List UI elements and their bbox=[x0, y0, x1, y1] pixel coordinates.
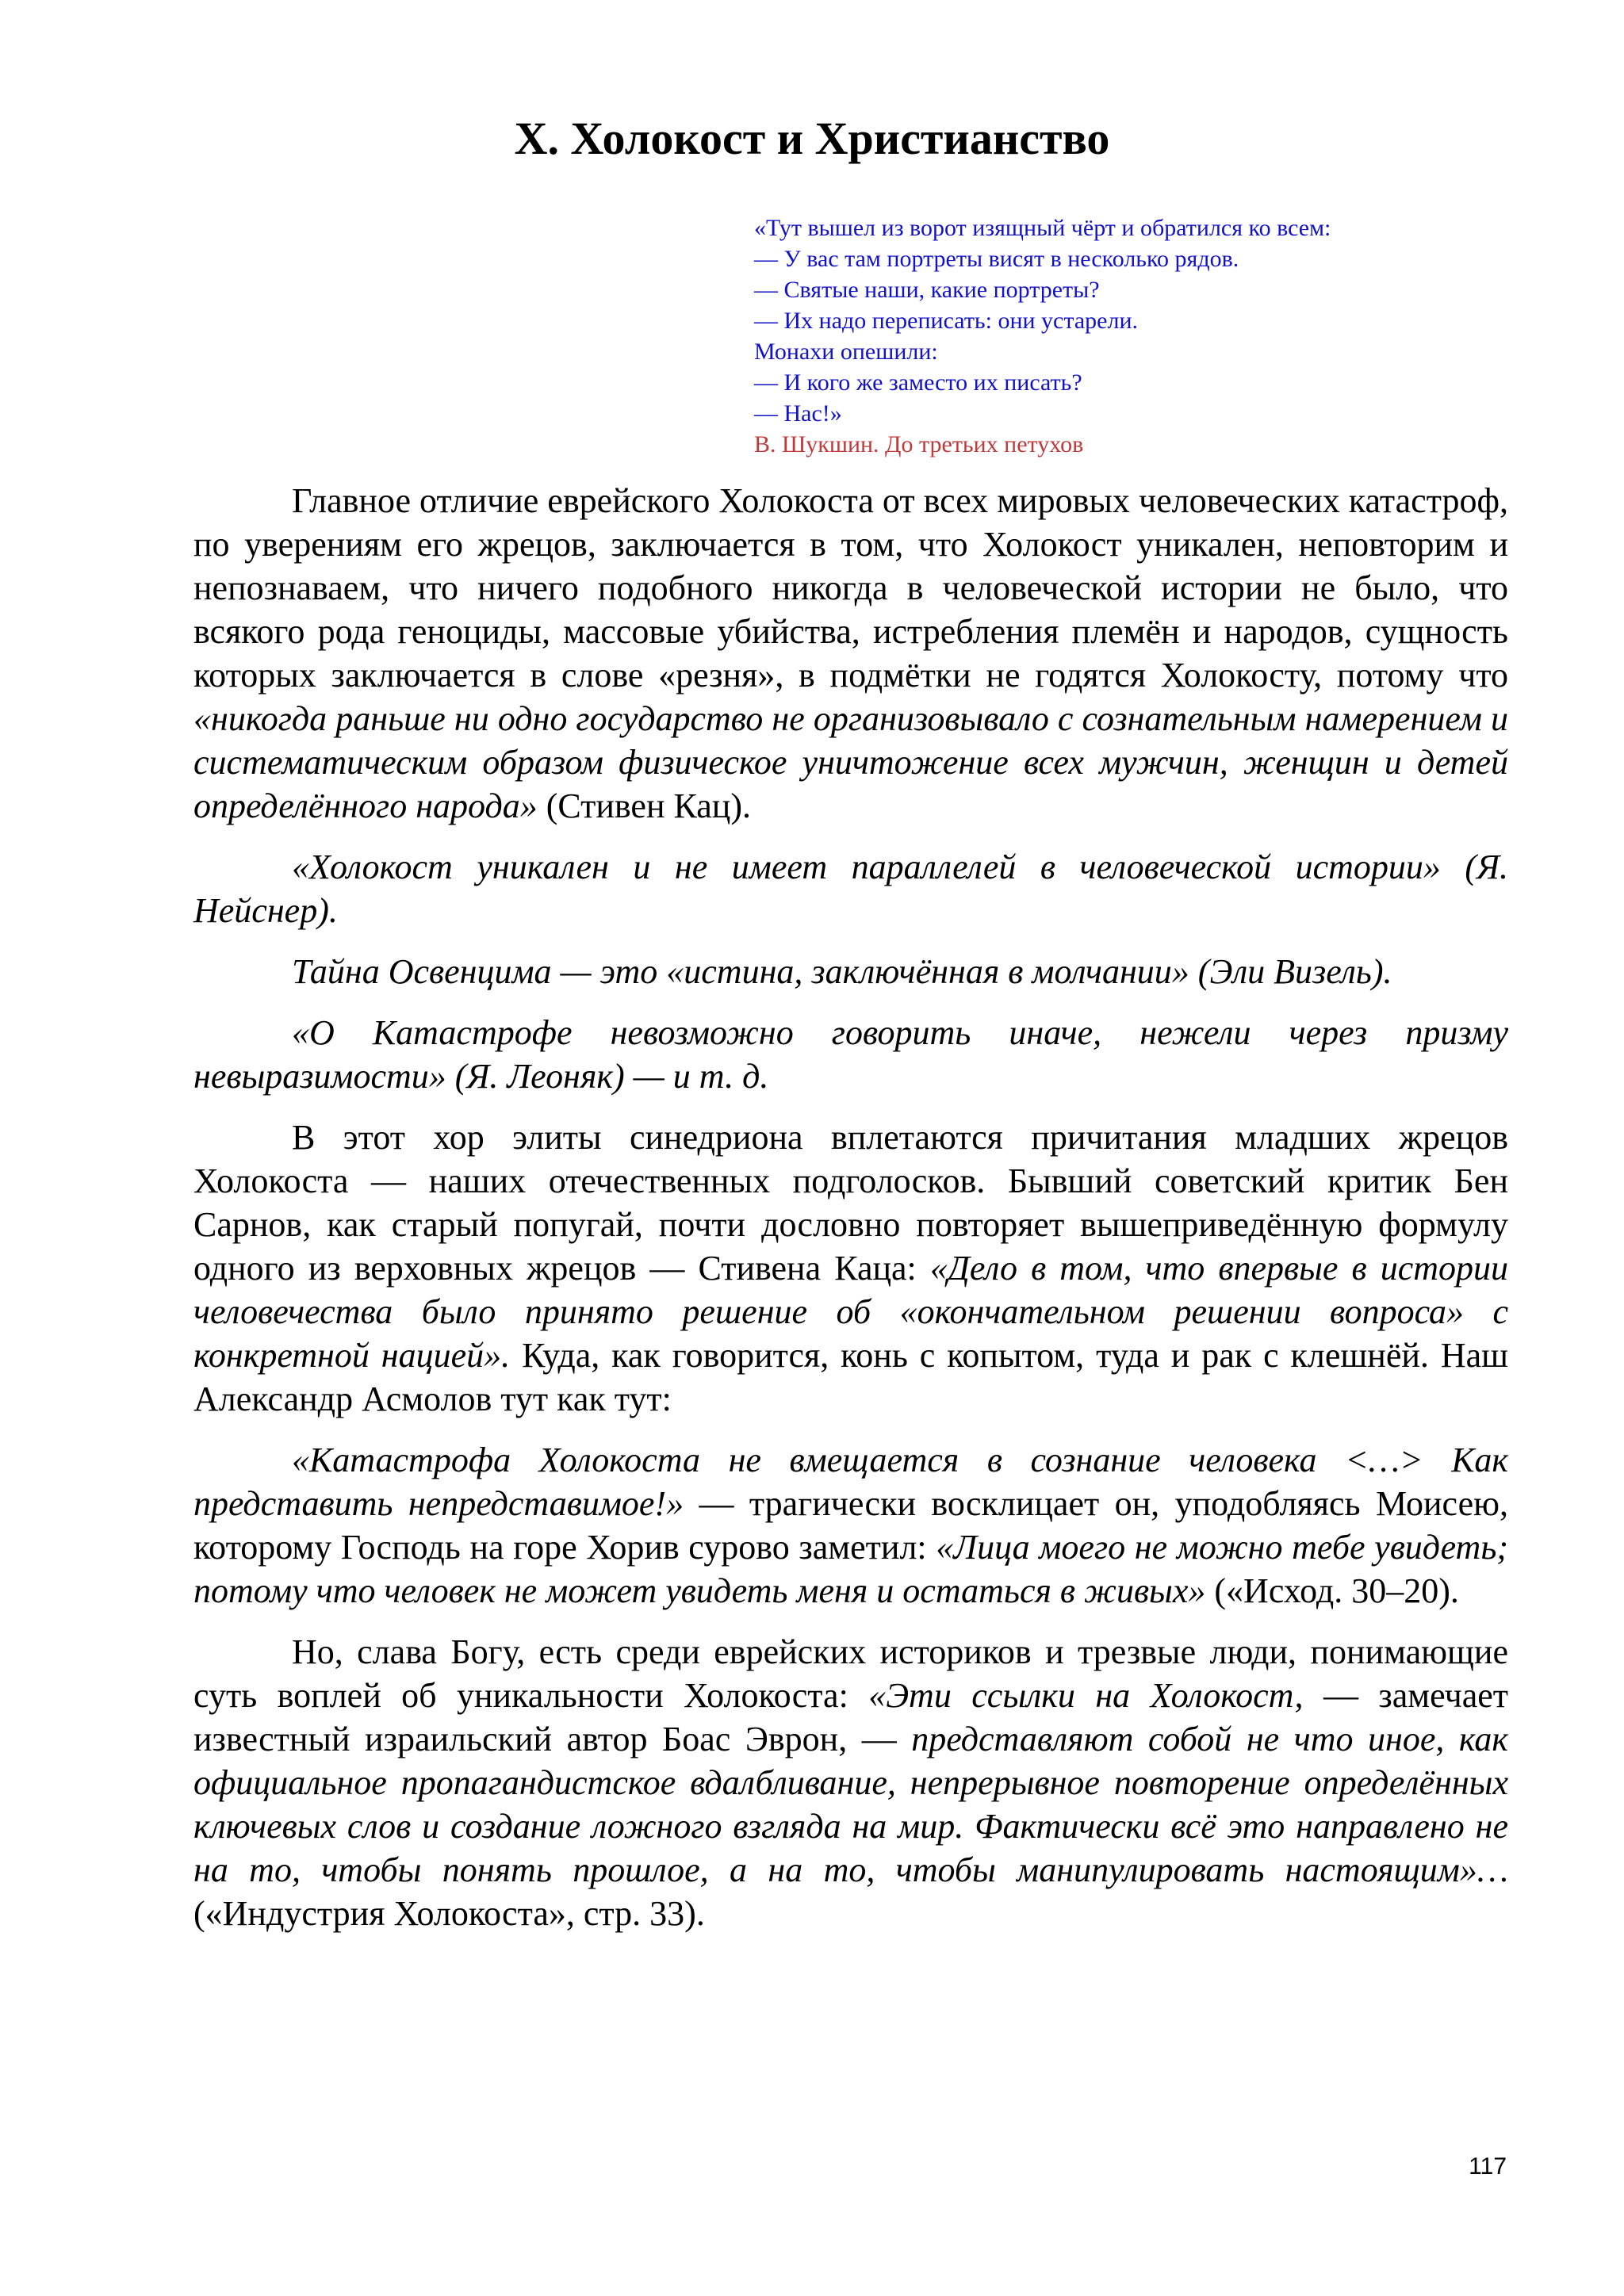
quote-run: Тайна Освенцима — это «истина, заключённая в молчании» (Эли Визель). bbox=[292, 952, 1392, 991]
quote-run: «никогда раньше ни одно государство не организовывало с сознательным намерением и систематическим образом физическое уничтожение всех мужчин, женщин и детей определённого народа» bbox=[193, 699, 1508, 825]
quote-run: «Катастрофа Холокоста не вмещается в сознание человека <…> Как представить непредставимое!» bbox=[193, 1441, 1508, 1523]
epigraph-line: — Нас!» bbox=[754, 400, 842, 427]
chapter-title: X. Холокост и Христианство bbox=[514, 113, 1110, 164]
text-run: («Исход. 30–20). bbox=[1205, 1571, 1459, 1610]
text-run: («Индустрия Холокоста», стр. 33). bbox=[193, 1894, 705, 1933]
quote-run: «Лица моего не можно тебе увидеть; потому что человек не может увидеть меня и остаться в живых» bbox=[193, 1528, 1508, 1610]
text-run: — замечает известный израильский автор Боас Эврон, — bbox=[193, 1676, 1508, 1758]
epigraph-attribution: В. Шукшин. До третьих петухов bbox=[754, 431, 1084, 457]
paragraph bbox=[193, 1115, 1508, 1421]
text-run: Главное отличие еврейского Холокоста от всех мировых человеческих катастроф, по уверениям его жрецов, заключается в том, что Холокост уникален, неповторим и непознаваем, что ничего подобного никогда в человеческой истории не было, что всякого рода геноциды, массовые убийства, истребления племён и народов, сущность которых заключается в слове «резня», в подмётки не годятся Холокосту, потому что bbox=[193, 481, 1508, 695]
body-text bbox=[193, 479, 1508, 1953]
page-number: 117 bbox=[1469, 2153, 1507, 2179]
epigraph-line: — У вас там портреты висят в несколько рядов. bbox=[754, 246, 1239, 272]
epigraph-line: — Святые наши, какие портреты? bbox=[754, 277, 1100, 303]
text-run: Но, слава Богу, есть среди еврейских историков и трезвые люди, понимающие суть воплей об уникальности Холокоста: bbox=[193, 1632, 1508, 1715]
quote-run: «Холокост уникален и не имеет параллелей в человеческой истории» (Я. Нейснер). bbox=[193, 848, 1508, 930]
text-run: Куда, как говорится, конь с копытом, туда и рак с клешнёй. Наш Александр Асмолов тут как тут: bbox=[193, 1336, 1509, 1418]
epigraph-line: «Тут вышел из ворот изящный чёрт и обратился ко всем: bbox=[754, 215, 1331, 241]
quote-run: «О Катастрофе невозможно говорить иначе, нежели через призму невыразимости» (Я. Леоняк) — и т. д. bbox=[193, 1013, 1508, 1096]
paragraph bbox=[193, 479, 1508, 828]
text-run: (Стивен Кац). bbox=[537, 786, 752, 825]
epigraph-line: Монахи опешили: bbox=[754, 339, 938, 365]
paragraph bbox=[193, 1438, 1508, 1613]
paragraph bbox=[193, 1630, 1508, 1935]
quote-run: «Дело в том, что впервые в истории человечества было принято решение об «окончательном решении вопроса» с конкретной нацией». bbox=[193, 1249, 1508, 1375]
paragraph bbox=[193, 950, 1508, 993]
quote-run: представляют собой не что иное, как официальное пропагандистское вдалбливание, непрерывное повторение определённых ключевых слов и создание ложного взгляда на мир. Фактически всё это направлено не на то, чтобы понять прошлое, а на то, чтобы манипулировать настоящим»… bbox=[193, 1720, 1509, 1889]
epigraph-line: — Их надо переписать: они устарели. bbox=[754, 308, 1138, 334]
epigraph bbox=[754, 212, 1587, 460]
paragraph bbox=[193, 845, 1508, 932]
paragraph bbox=[193, 1011, 1508, 1098]
text-run: В этот хор элиты синедриона вплетаются причитания младших жрецов Холокоста — наших отечественных подголосков. Бывший советский критик Бен Сарнов, как старый попугай, почти дословно повторяет вышеприведённую формулу одного из верховных жрецов — Стивена Каца: bbox=[193, 1118, 1508, 1288]
quote-run: «Эти ссылки на Холокост, bbox=[868, 1676, 1304, 1715]
text-run: — трагически восклицает он, уподобляясь Моисею, которому Господь на горе Хорив сурово заметил: bbox=[193, 1484, 1509, 1567]
epigraph-line: — И кого же заместо их писать? bbox=[754, 369, 1082, 396]
